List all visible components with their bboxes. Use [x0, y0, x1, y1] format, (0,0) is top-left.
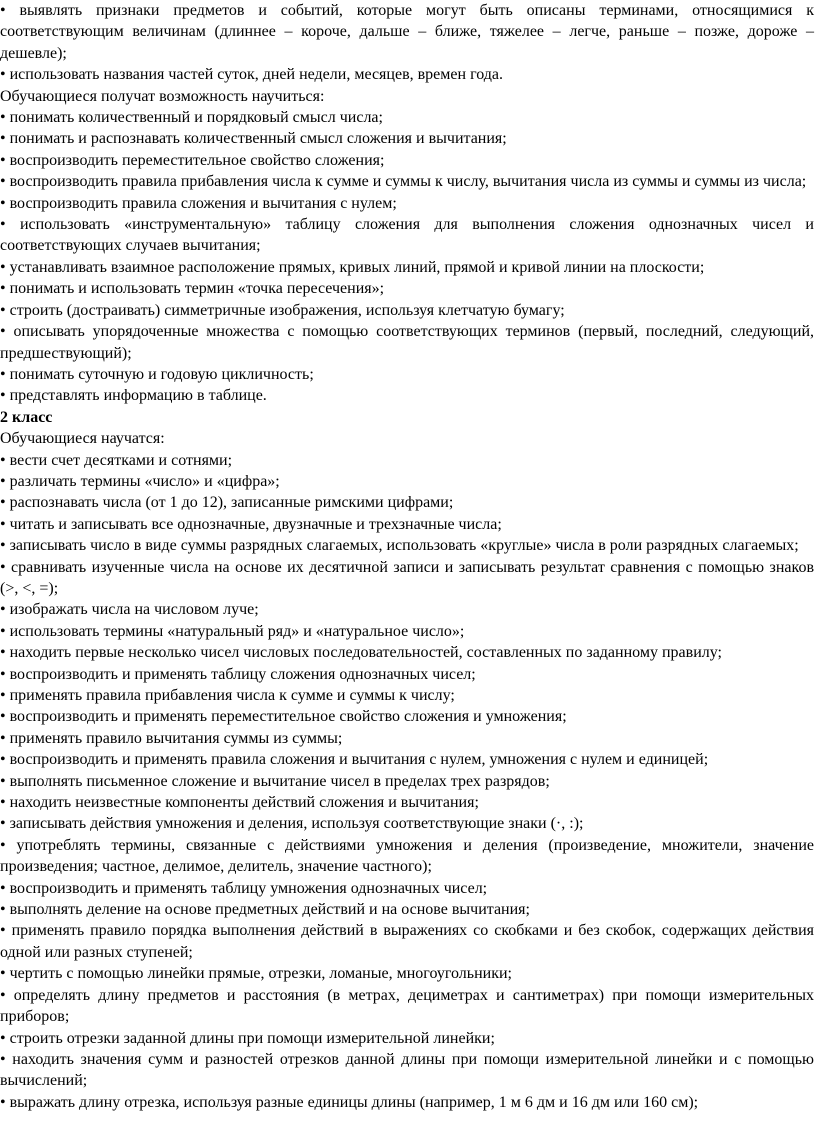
list-item: • строить отрезки заданной длины при помощи измерительной линейки; — [0, 1029, 495, 1047]
list-item: • понимать суточную и годовую цикличность; — [0, 365, 314, 383]
list-item: • записывать число в виде суммы разрядных слагаемых, использовать «круглые» числа в роли разрядных слагаемых; — [0, 537, 799, 555]
list-item: • определять длину предметов и расстояния (в метрах, дециметрах и сантиметрах) при помощи измерительных приборов; — [0, 986, 814, 1026]
list-item: • использовать «инструментальную» таблицу сложения для выполнения сложения однозначных чисел и соответствующих случаев вычитания; — [0, 216, 814, 255]
list-item: • читать и записывать все однозначные, двузначные и трехзначные числа; — [0, 515, 502, 533]
list-item: • воспроизводить переместительное свойство сложения; — [0, 151, 385, 169]
list-item: • понимать и использовать термин «точка пересечения»; — [0, 280, 385, 298]
list-item: • представлять информацию в таблице. — [0, 387, 267, 405]
section-intro: Обучающиеся научатся: — [0, 430, 165, 448]
list-item: • различать термины «число» и «цифра»; — [0, 472, 280, 490]
list-item: • выявлять признаки предметов и событий, которые могут быть описаны терминами, относящимися к соответствующим величинам (длиннее – короче, дальше – ближе, тяжелее – легче, раньше – позже, дороже – дешевле); — [0, 2, 814, 62]
list-item: • выражать длину отрезка, используя разные единицы длины (например, 1 м 6 дм и 16 дм или 160 см); — [0, 1093, 699, 1111]
list-item: • воспроизводить и применять правила сложения и вычитания с нулем, умножения с нулем и единицей; — [0, 751, 709, 769]
list-item: • распознавать числа (от 1 до 12), записанные римскими цифрами; — [0, 494, 454, 512]
list-item: • записывать действия умножения и деления, используя соответствующие знаки (·, :); — [0, 815, 584, 833]
list-item: • употреблять термины, связанные с действиями умножения и деления (произведение, множители, значение произведения; частное, делимое, делитель, значение частного); — [0, 836, 814, 876]
list-item: • воспроизводить правила прибавления числа к сумме и суммы к числу, вычитания числа из суммы и суммы из числа; — [0, 173, 807, 191]
section-heading: 2 класс — [0, 408, 53, 426]
list-item: • понимать количественный и порядковый смысл числа; — [0, 109, 383, 127]
list-item: • использовать названия частей суток, дней недели, месяцев, времен года. — [0, 66, 504, 84]
list-item: • сравнивать изученные числа на основе их десятичной записи и записывать результат сравнения с помощью знаков (>, <, =); — [0, 558, 814, 597]
list-item: • строить (достраивать) симметричные изображения, используя клетчатую бумагу; — [0, 301, 565, 319]
list-item: • устанавливать взаимное расположение прямых, кривых линий, прямой и кривой линии на плоскости; — [0, 258, 705, 276]
list-item: • находить значения сумм и разностей отрезков данной длины при помощи измерительной линейки и с помощью вычислений; — [0, 1050, 814, 1090]
list-item: • вести счет десятками и сотнями; — [0, 451, 233, 469]
list-item: • понимать и распознавать количественный смысл сложения и вычитания; — [0, 130, 507, 148]
list-item: • воспроизводить правила сложения и вычитания с нулем; — [0, 194, 397, 212]
list-item: • использовать термины «натуральный ряд» и «натуральное число»; — [0, 622, 465, 640]
list-item: • находить неизвестные компоненты действий сложения и вычитания; — [0, 794, 479, 812]
list-item: • описывать упорядоченные множества с помощью соответствующих терминов (первый, последний, следующий, предшествующий); — [0, 323, 814, 362]
list-item: • применять правила прибавления числа к сумме и суммы к числу; — [0, 687, 455, 704]
list-item: • воспроизводить и применять переместительное свойство сложения и умножения; — [0, 708, 567, 726]
list-item: • применять правило порядка выполнения действий в выражениях со скобками и без скобок, содержащих действия одной или разных ступеней; — [0, 922, 814, 961]
list-item: • воспроизводить и применять таблицу сложения однозначных чисел; — [0, 665, 476, 683]
list-item: • выполнять письменное сложение и вычитание чисел в пределах трех разрядов; — [0, 772, 550, 790]
list-item: • чертить с помощью линейки прямые, отрезки, ломаные, многоугольники; — [0, 965, 512, 983]
section-intro: Обучающиеся получат возможность научиться: — [0, 87, 325, 105]
list-item: • воспроизводить и применять таблицу умножения однозначных чисел; — [0, 879, 488, 897]
list-item: • изображать числа на числовом луче; — [0, 601, 259, 619]
list-item: • применять правило вычитания суммы из суммы; — [0, 729, 343, 747]
list-item: • выполнять деление на основе предметных действий и на основе вычитания; — [0, 901, 530, 919]
list-item: • находить первые несколько чисел числовых последовательностей, составленных по заданному правилу; — [0, 644, 722, 662]
